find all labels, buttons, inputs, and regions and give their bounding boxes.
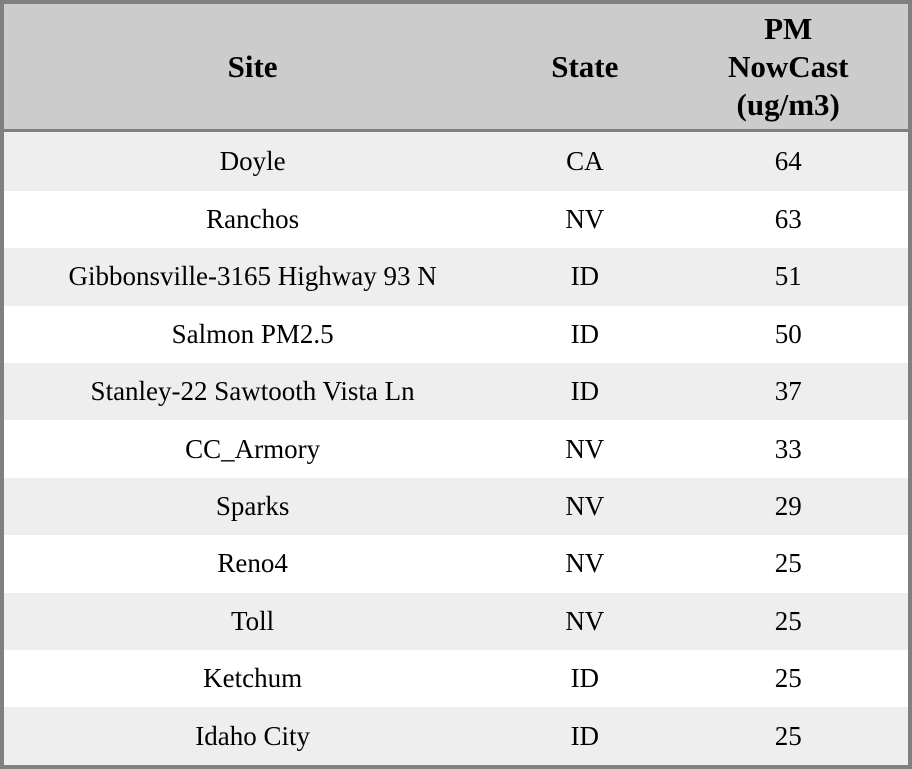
- cell-pm-nowcast: 51: [668, 248, 908, 305]
- cell-site: Salmon PM2.5: [4, 306, 501, 363]
- cell-state: ID: [501, 707, 668, 765]
- cell-pm-nowcast: 37: [668, 363, 908, 420]
- table-row: [4, 248, 908, 305]
- cell-state: CA: [501, 131, 668, 191]
- cell-state: ID: [501, 248, 668, 305]
- cell-pm-nowcast: 29: [668, 478, 908, 535]
- column-header-state: State: [501, 4, 668, 131]
- cell-site: Doyle: [4, 131, 501, 191]
- column-header-pm-nowcast-line3: (ug/m3): [736, 86, 840, 122]
- cell-state: ID: [501, 363, 668, 420]
- pm-nowcast-table: [4, 4, 908, 765]
- cell-state: ID: [501, 306, 668, 363]
- cell-pm-nowcast: 63: [668, 191, 908, 248]
- table-row: [4, 131, 908, 191]
- column-header-pm-nowcast-line1: PM: [764, 11, 813, 46]
- cell-site: Ranchos: [4, 191, 501, 248]
- table-header: [4, 4, 908, 131]
- table-row: [4, 593, 908, 650]
- cell-state: NV: [501, 593, 668, 650]
- cell-site: Ketchum: [4, 650, 501, 707]
- cell-site: Sparks: [4, 478, 501, 535]
- column-header-site: Site: [4, 4, 501, 131]
- cell-site: Reno4: [4, 535, 501, 592]
- cell-state: ID: [501, 650, 668, 707]
- cell-state: NV: [501, 420, 668, 477]
- cell-site: Toll: [4, 593, 501, 650]
- table-row: [4, 478, 908, 535]
- table-body: [4, 131, 908, 765]
- cell-pm-nowcast: 33: [668, 420, 908, 477]
- table-header-row: [4, 4, 908, 131]
- cell-pm-nowcast: 50: [668, 306, 908, 363]
- table-row: [4, 707, 908, 765]
- cell-site: Stanley-22 Sawtooth Vista Ln: [4, 363, 501, 420]
- table-row: [4, 363, 908, 420]
- cell-state: NV: [501, 535, 668, 592]
- cell-pm-nowcast: 25: [668, 535, 908, 592]
- cell-pm-nowcast: 25: [668, 707, 908, 765]
- cell-site: Idaho City: [4, 707, 501, 765]
- table-row: [4, 420, 908, 477]
- table-row: [4, 650, 908, 707]
- table-row: [4, 191, 908, 248]
- cell-state: NV: [501, 478, 668, 535]
- cell-site: Gibbonsville-3165 Highway 93 N: [4, 248, 501, 305]
- cell-pm-nowcast: 25: [668, 650, 908, 707]
- table-row: [4, 535, 908, 592]
- cell-state: NV: [501, 191, 668, 248]
- cell-site: CC_Armory: [4, 420, 501, 477]
- column-header-pm-nowcast: [668, 4, 908, 131]
- column-header-pm-nowcast-line2: NowCast: [727, 48, 849, 84]
- table-row: [4, 306, 908, 363]
- cell-pm-nowcast: 64: [668, 131, 908, 191]
- cell-pm-nowcast: 25: [668, 593, 908, 650]
